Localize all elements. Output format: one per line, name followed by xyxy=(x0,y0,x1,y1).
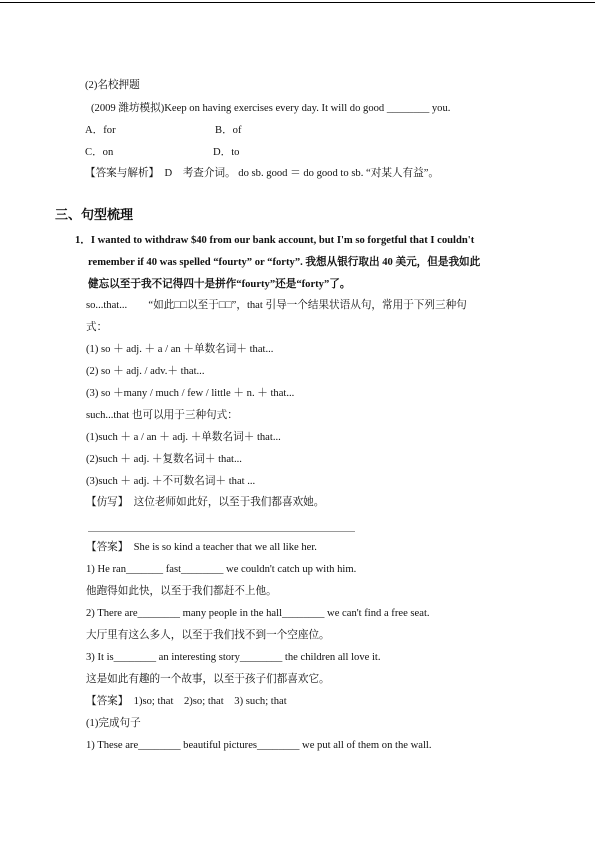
complete-sentences-title: (1)完成句子 xyxy=(86,718,141,729)
question-text: (2009 潍坊模拟)Keep on having exercises every day. It will do good ________ you. xyxy=(91,103,451,114)
so-pattern-3: (3) so ＋many / much / few / little ＋ n. ＋ that... xyxy=(86,388,295,399)
option-b: B．of xyxy=(215,125,242,136)
so-that-explanation-cont: 式： xyxy=(86,322,108,333)
exercise-3: 3) It is________ an interesting story________ the children all love it. xyxy=(86,652,381,663)
so-that-explanation: so...that... “如此□□以至于□□”，that 引导一个结果状语从句，常用于下列三种句 xyxy=(86,300,467,311)
exercise-3-translation: 这是如此有趣的一个故事，以至于孩子们都喜欢它。 xyxy=(86,674,330,685)
complete-exercise-1: 1) These are________ beautiful pictures________ we put all of them on the wall. xyxy=(86,740,432,751)
imitation-prompt: 【仿写】 这位老师如此好，以至于我们都喜欢她。 xyxy=(86,497,325,508)
option-c: C．on xyxy=(85,147,114,158)
such-that-intro: such...that 也可以用于三种句式： xyxy=(86,410,238,421)
example-sentence-line-3: 健忘以至于我不记得四十是拼作“fourty”还是“forty”了。 xyxy=(88,279,351,290)
such-pattern-1: (1)such ＋ a / an ＋ adj. ＋单数名词＋ that... xyxy=(86,432,281,443)
option-d: D．to xyxy=(213,147,240,158)
example-sentence-line-1: 1．I wanted to withdraw $40 from our bank account, but I'm so forgetful that I couldn't xyxy=(75,235,475,246)
top-rule xyxy=(0,2,595,3)
answer-analysis: 【答案与解析】 D 考查介词。 do sb. good ＝ do good to sb. “对某人有益”。 xyxy=(85,168,439,179)
such-pattern-2: (2)such ＋ adj. ＋复数名词＋ that... xyxy=(86,454,242,465)
answer-blank-line xyxy=(88,531,355,532)
exercise-2: 2) There are________ many people in the hall________ we can't find a free seat. xyxy=(86,608,430,619)
so-pattern-1: (1) so ＋ adj. ＋ a / an ＋单数名词＋ that... xyxy=(86,344,274,355)
so-pattern-2: (2) so ＋ adj. / adv.＋ that... xyxy=(86,366,205,377)
section-title-school-questions: (2)名校押题 xyxy=(85,80,140,91)
section-heading-sentence-patterns: 三、句型梳理 xyxy=(55,207,134,222)
imitation-answer: 【答案】 She is so kind a teacher that we all like her. xyxy=(86,542,317,553)
example-sentence-line-2: remember if 40 was spelled “fourty” or “forty”. 我想从银行取出 40 美元，但是我如此 xyxy=(88,257,481,268)
exercise-2-translation: 大厅里有这么多人，以至于我们找不到一个空座位。 xyxy=(86,630,330,641)
exercise-answers: 【答案】 1)so; that 2)so; that 3) such; that xyxy=(86,696,287,707)
such-pattern-3: (3)such ＋ adj. ＋不可数名词＋ that ... xyxy=(86,476,256,487)
exercise-1-translation: 他跑得如此快，以至于我们都赶不上他。 xyxy=(86,586,277,597)
exercise-1: 1) He ran_______ fast________ we couldn't catch up with him. xyxy=(86,564,357,575)
option-a: A．for xyxy=(85,125,116,136)
